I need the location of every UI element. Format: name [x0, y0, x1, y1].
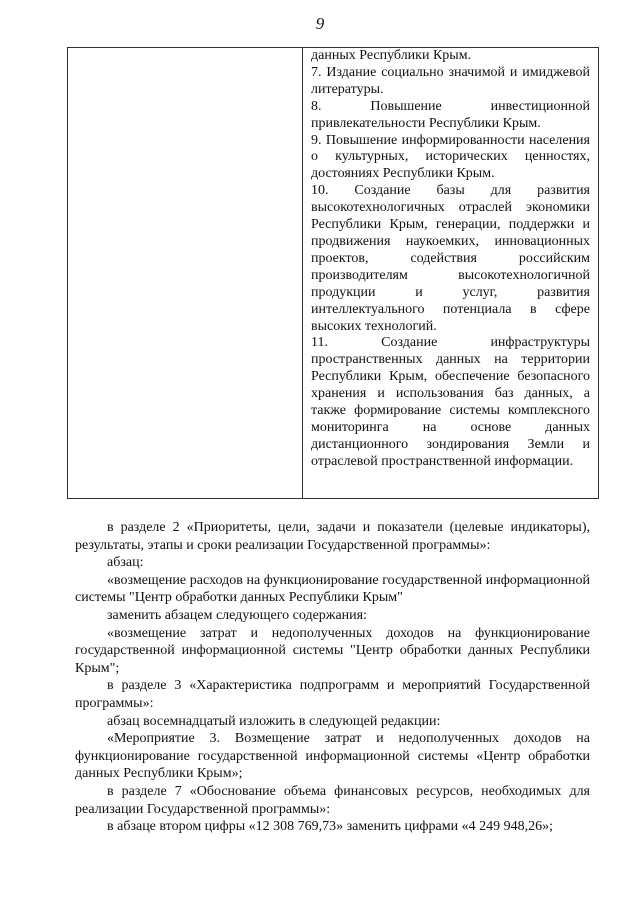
paragraph: «Мероприятие 3. Возмещение затрат и недополученных доходов на функционирование государственной информационной системы «Центр обработки данных Республики Крым»; — [75, 731, 590, 782]
paragraph: заменить абзацем следующего содержания: — [107, 607, 367, 623]
paragraph: в разделе 2 «Приоритеты, цели, задачи и показатели (целевые индикаторы), результаты, этапы и сроки реализации Государственной программы»: — [75, 520, 590, 553]
paragraph: в разделе 7 «Обоснование объема финансовых ресурсов, необходимых для реализации Государственной программы»: — [75, 783, 590, 817]
page-number: 9 — [315, 14, 325, 33]
table-column-divider — [302, 48, 303, 498]
table-item: 11. Создание инфраструктуры пространственных данных на территории Республики Крым, обеспечение безопасного хранения и использования баз данных, а также формирование системы комплексного мониторинга на основе данных дистанционного зондирования Земли и отраслевой пространственной информации. — [311, 335, 590, 469]
table-item: 9. Повышение информированности населения о культурных, исторических ценностях, достояниях Республики Крым. — [311, 132, 590, 182]
paragraph: «возмещение расходов на функционирование государственной информационной системы "Центр обработки данных Республики Крым" — [75, 572, 590, 606]
paragraph: абзац восемнадцатый изложить в следующей редакции: — [107, 713, 441, 729]
program-table — [67, 47, 599, 499]
table-item: 8. Повышение инвестиционной привлекательности Республики Крым. — [311, 98, 590, 131]
paragraph: в абзаце втором цифры «12 308 769,73» заменить цифрами «4 249 948,26»; — [107, 819, 553, 835]
paragraph: абзац: — [107, 555, 144, 571]
paragraph: «возмещение затрат и недополученных доходов на функционирование государственной информационной системы "Центр обработки данных Республики Крым"; — [75, 625, 590, 676]
table-right-cell — [311, 48, 590, 471]
table-item: 7. Издание социально значимой и имиджевой литературы. — [311, 64, 590, 97]
paragraph: в разделе 3 «Характеристика подпрограмм и мероприятий Государственной программы»: — [75, 678, 590, 711]
table-item: данных Республики Крым. — [311, 48, 472, 63]
table-item: 10. Создание базы для развития высокотехнологичных отраслей экономики Республики Крым, генерации, поддержки и продвижения наукоемких, инновационных проектов, содействия российским производителям высокотехнологичной продукции и услуг, развития интеллектуального потенциала в сфере высоких технологий. — [311, 183, 590, 334]
body-text — [75, 519, 590, 836]
